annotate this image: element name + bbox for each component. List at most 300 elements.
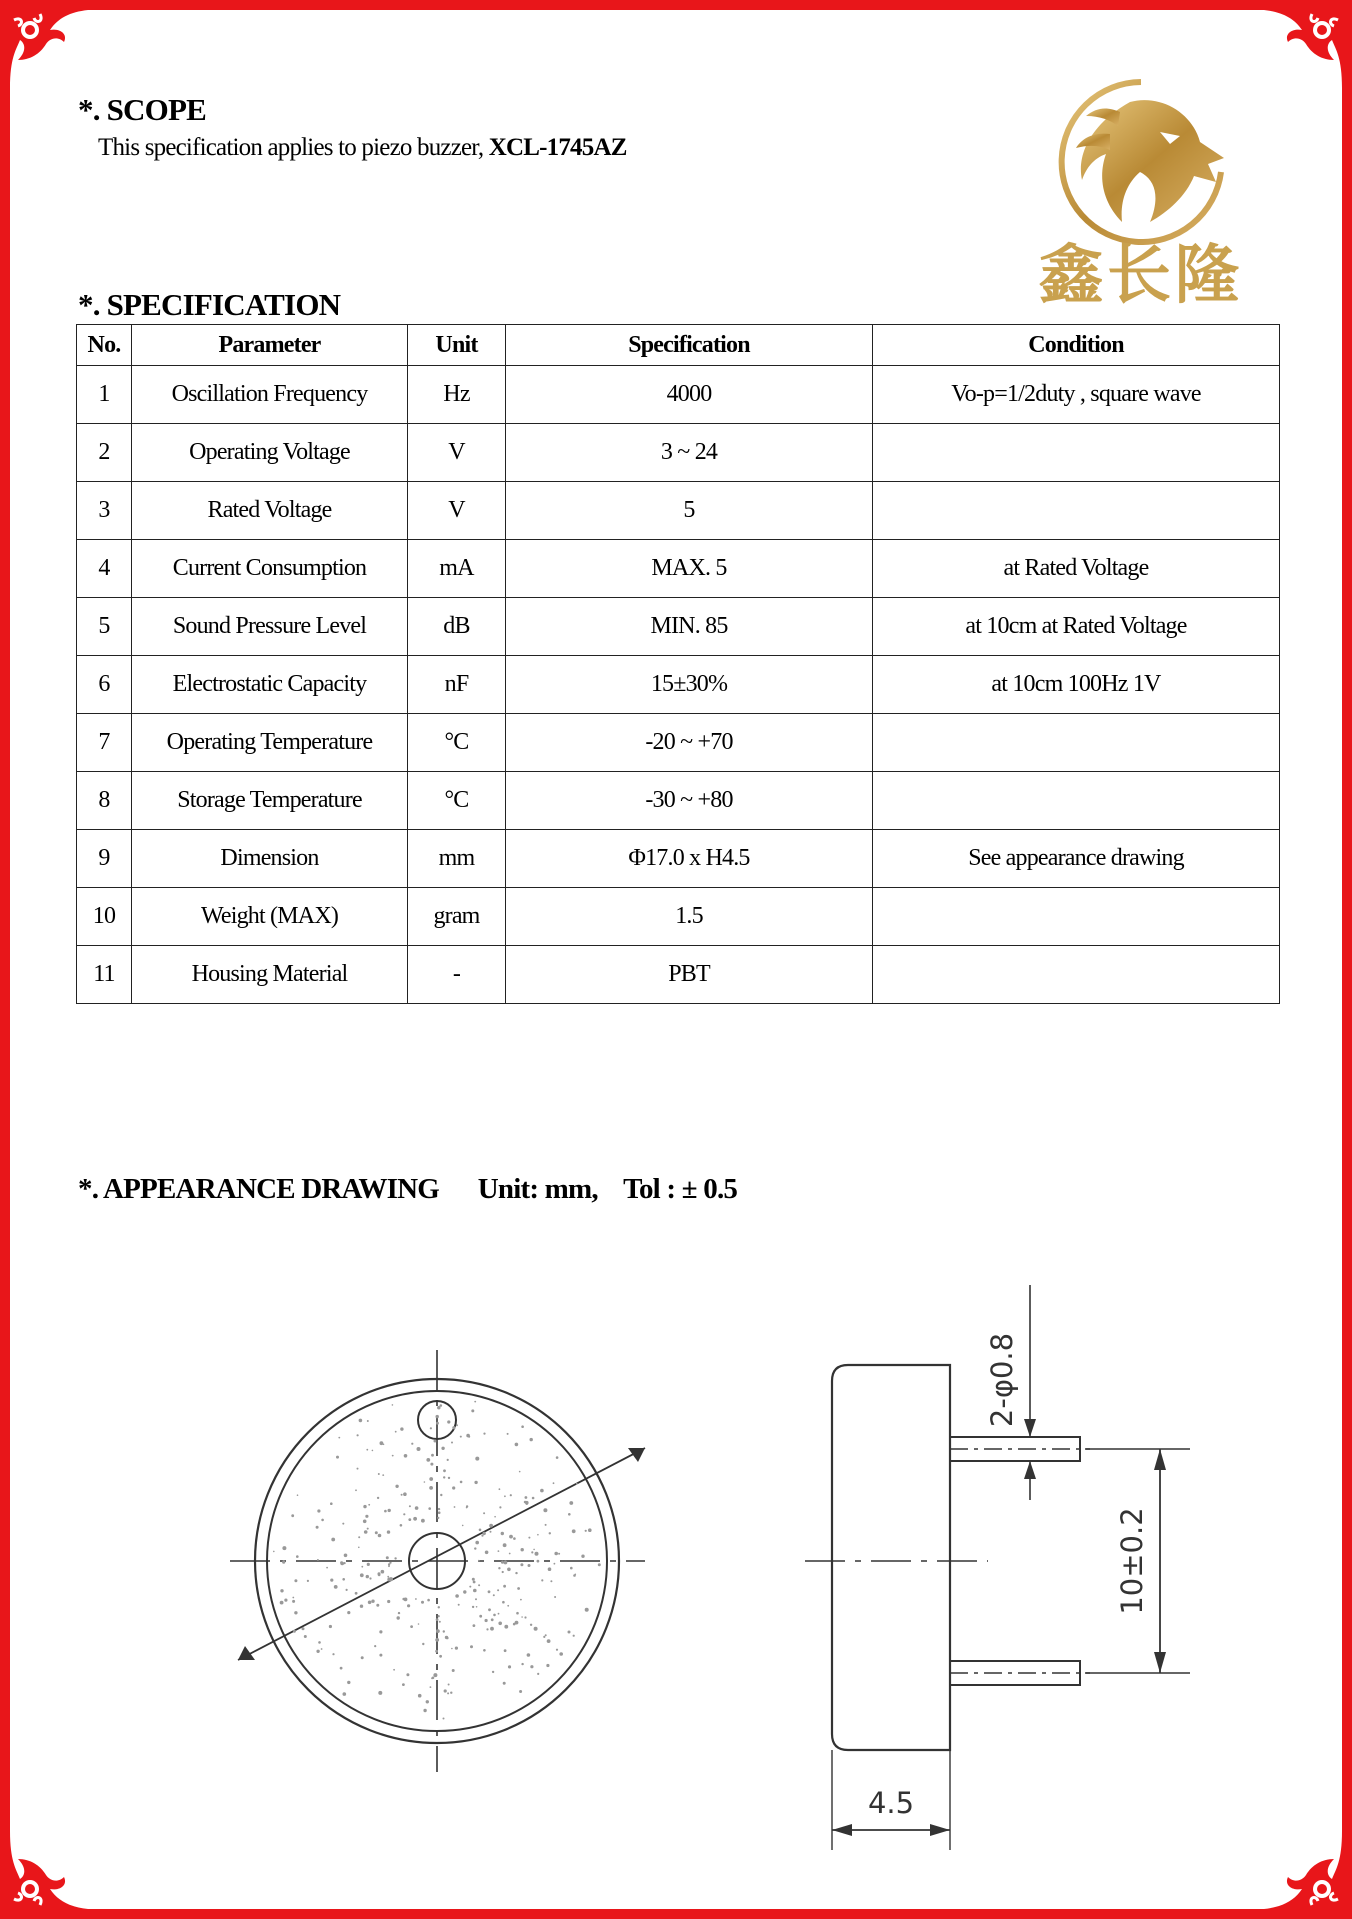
- speckle-dot: [443, 1476, 445, 1478]
- speckle-dot: [436, 1618, 439, 1621]
- cell-no: 5: [77, 598, 132, 656]
- speckle-dot: [431, 1677, 433, 1679]
- speckle-dot: [572, 1529, 576, 1533]
- speckle-dot: [483, 1512, 485, 1514]
- speckle-dot: [521, 1548, 524, 1551]
- cell-no: 6: [77, 656, 132, 714]
- speckle-dot: [472, 1606, 474, 1608]
- speckle-dot: [521, 1663, 523, 1665]
- cell-unit: °C: [408, 772, 506, 830]
- arrow-head: [930, 1824, 950, 1836]
- cell-unit: -: [408, 946, 506, 1004]
- speckle-dot: [437, 1615, 439, 1617]
- speckle-dot: [451, 1442, 453, 1444]
- speckle-dot: [358, 1547, 360, 1549]
- speckle-dot: [488, 1608, 491, 1611]
- speckle-dot: [503, 1585, 506, 1588]
- table-row: [77, 598, 1280, 656]
- scope-text: [98, 134, 627, 162]
- speckle-dot: [485, 1551, 489, 1555]
- speckle-dot: [434, 1440, 437, 1443]
- speckle-dot: [293, 1630, 296, 1633]
- speckle-dot: [331, 1538, 335, 1542]
- speckle-dot: [447, 1420, 450, 1423]
- speckle-dot: [409, 1505, 411, 1507]
- unit-label: Unit: mm,: [477, 1173, 598, 1205]
- speckle-dot: [483, 1649, 486, 1652]
- speckle-dot: [535, 1552, 539, 1556]
- speckle-dot: [488, 1590, 491, 1593]
- speckle-dot: [438, 1508, 440, 1510]
- speckle-dot: [504, 1649, 507, 1652]
- speckle-dot: [472, 1578, 475, 1581]
- diameter-line: [238, 1448, 645, 1660]
- speckle-dot: [541, 1579, 543, 1581]
- part-number: XCL-1745AZ: [488, 134, 627, 161]
- speckle-dot: [284, 1599, 287, 1602]
- speckle-dot: [368, 1601, 372, 1605]
- speckle-dot: [502, 1601, 505, 1604]
- speckle-dot: [585, 1608, 589, 1612]
- speckle-dot: [504, 1495, 506, 1497]
- specification-table: [76, 324, 1280, 1004]
- speckle-dot: [547, 1639, 551, 1643]
- cell-parameter: Dimension: [132, 830, 408, 888]
- speckle-dot: [378, 1534, 382, 1538]
- speckle-dot: [357, 1434, 359, 1436]
- speckle-dot: [585, 1530, 587, 1532]
- cell-condition: Vo-p=1/2duty , square wave: [873, 366, 1280, 424]
- speckle-dot: [438, 1511, 441, 1514]
- speckle-dot: [501, 1532, 504, 1535]
- cell-condition: at Rated Voltage: [873, 540, 1280, 598]
- cell-parameter: Current Consumption: [132, 540, 408, 598]
- table-row: [77, 946, 1280, 1004]
- speckle-dot: [317, 1509, 320, 1512]
- speckle-dot: [429, 1477, 433, 1481]
- speckle-dot: [447, 1459, 449, 1461]
- speckle-dot: [492, 1671, 494, 1673]
- appearance-heading: *. APPEARANCE DRAWING: [78, 1173, 440, 1205]
- speckle-dot: [359, 1419, 363, 1423]
- speckle-dot: [379, 1630, 382, 1633]
- speckle-dot: [474, 1481, 477, 1484]
- speckle-dot: [363, 1505, 366, 1508]
- speckle-dot: [364, 1530, 368, 1534]
- column-header: Parameter: [132, 325, 408, 366]
- speckle-dot: [336, 1456, 339, 1459]
- speckle-dot: [436, 1415, 439, 1418]
- speckle-dot: [347, 1611, 350, 1614]
- table-row: [77, 366, 1280, 424]
- speckle-dot: [543, 1508, 547, 1512]
- speckle-dot: [365, 1515, 368, 1518]
- speckle-dot: [366, 1575, 369, 1578]
- cell-no: 7: [77, 714, 132, 772]
- speckle-dot: [532, 1497, 535, 1500]
- speckle-dot: [533, 1549, 535, 1551]
- speckle-dot: [455, 1594, 459, 1598]
- speckle-dot: [479, 1529, 482, 1532]
- speckle-dot: [410, 1625, 413, 1628]
- speckle-dot: [447, 1692, 449, 1694]
- speckle-dot: [292, 1597, 294, 1599]
- speckle-dot: [568, 1513, 571, 1516]
- speckle-dot: [548, 1567, 552, 1571]
- speckle-dot: [402, 1683, 405, 1686]
- speckle-dot: [273, 1551, 275, 1553]
- speckle-dot: [401, 1494, 403, 1496]
- speckle-dot: [501, 1561, 504, 1564]
- speckle-dot: [421, 1601, 424, 1604]
- speckle-dot: [395, 1431, 397, 1433]
- speckle-dot: [330, 1579, 333, 1582]
- speckle-dot: [554, 1552, 558, 1556]
- cell-parameter: Storage Temperature: [132, 772, 408, 830]
- speckle-dot: [413, 1517, 417, 1521]
- speckle-dot: [598, 1563, 601, 1566]
- speckle-dot: [372, 1450, 374, 1452]
- speckle-dot: [466, 1434, 470, 1438]
- pitch-label: 10±0.2: [1115, 1507, 1149, 1615]
- speckle-dot: [486, 1628, 488, 1630]
- pin-diameter-label: 2-φ0.8: [985, 1332, 1019, 1428]
- cell-no: 2: [77, 424, 132, 482]
- speckle-dot: [439, 1655, 442, 1658]
- arrow-head: [1024, 1419, 1036, 1437]
- speckle-dot: [473, 1581, 476, 1584]
- speckle-dot: [423, 1709, 426, 1712]
- speckle-dot: [513, 1537, 516, 1540]
- speckle-dot: [430, 1463, 433, 1466]
- speckle-dot: [550, 1580, 552, 1582]
- scope-heading: *. SCOPE: [78, 92, 206, 127]
- speckle-dot: [452, 1426, 455, 1429]
- speckle-dot: [408, 1518, 411, 1521]
- speckle-dot: [367, 1563, 370, 1566]
- speckle-dot: [554, 1563, 556, 1565]
- speckle-dot: [443, 1469, 446, 1472]
- speckle-dot: [473, 1589, 477, 1593]
- cell-unit: °C: [408, 714, 506, 772]
- speckle-dot: [321, 1519, 324, 1522]
- appearance-drawing: [0, 1200, 1352, 1900]
- speckle-dot: [347, 1681, 350, 1684]
- cell-spec: MAX. 5: [506, 540, 873, 598]
- speckle-dot: [369, 1577, 371, 1579]
- speckle-dot: [483, 1433, 485, 1435]
- speckle-dot: [474, 1401, 476, 1403]
- speckle-dot: [504, 1561, 508, 1565]
- speckle-dot: [321, 1648, 323, 1650]
- speckle-dot: [570, 1567, 573, 1570]
- speckle-dot: [435, 1650, 438, 1653]
- speckle-dot: [524, 1616, 526, 1618]
- cell-condition: See appearance drawing: [873, 830, 1280, 888]
- speckle-dot: [316, 1526, 319, 1529]
- table-row: [77, 830, 1280, 888]
- speckle-dot: [530, 1665, 533, 1668]
- speckle-dot: [326, 1567, 328, 1569]
- speckle-dot: [475, 1541, 479, 1545]
- cell-no: 1: [77, 366, 132, 424]
- scope-sentence: This specification applies to piezo buzzer,: [98, 134, 489, 161]
- cell-unit: V: [408, 424, 506, 482]
- cell-parameter: Electrostatic Capacity: [132, 656, 408, 714]
- speckle-dot: [515, 1572, 517, 1574]
- speckle-dot: [430, 1686, 432, 1688]
- speckle-dot: [478, 1584, 480, 1586]
- cell-spec: Φ17.0 x H4.5: [506, 830, 873, 888]
- speckle-dot: [427, 1599, 430, 1602]
- speckle-dot: [478, 1560, 480, 1562]
- speckle-dot: [439, 1621, 441, 1623]
- speckle-dot: [403, 1513, 405, 1515]
- speckle-dot: [499, 1488, 501, 1490]
- cell-no: 11: [77, 946, 132, 1004]
- speckle-dot: [371, 1600, 374, 1603]
- speckle-dot: [418, 1623, 420, 1625]
- speckle-dot: [470, 1645, 473, 1648]
- cell-no: 3: [77, 482, 132, 540]
- cell-parameter: Operating Voltage: [132, 424, 408, 482]
- speckle-dot: [507, 1433, 509, 1435]
- speckle-dot: [507, 1605, 509, 1607]
- front-view: [230, 1350, 645, 1772]
- speckle-dot: [374, 1645, 376, 1647]
- cell-unit: mA: [408, 540, 506, 598]
- cell-unit: gram: [408, 888, 506, 946]
- table-row: [77, 888, 1280, 946]
- speckle-dot: [344, 1562, 346, 1564]
- speckle-dot: [358, 1536, 360, 1538]
- speckle-dot: [367, 1420, 369, 1422]
- speckle-dot: [573, 1635, 575, 1637]
- speckle-dot: [330, 1502, 333, 1505]
- speckle-dot: [508, 1665, 511, 1668]
- cell-spec: 4000: [506, 366, 873, 424]
- speckle-dot: [368, 1504, 370, 1506]
- speckle-dot: [292, 1600, 295, 1603]
- speckle-dot: [515, 1621, 519, 1625]
- speckle-dot: [438, 1606, 440, 1608]
- speckle-dot: [357, 1468, 359, 1470]
- speckle-dot: [528, 1564, 531, 1567]
- corner-ornament-icon: [1264, 0, 1352, 88]
- cell-parameter: Housing Material: [132, 946, 408, 1004]
- cell-spec: -30 ~ +80: [506, 772, 873, 830]
- speckle-dot: [406, 1673, 409, 1676]
- speckle-dot: [556, 1649, 558, 1651]
- speckle-dot: [317, 1559, 319, 1561]
- speckle-dot: [475, 1457, 479, 1461]
- speckle-dot: [392, 1455, 394, 1457]
- table-row: [77, 772, 1280, 830]
- speckle-dot: [428, 1507, 431, 1510]
- speckle-dot: [366, 1449, 368, 1451]
- speckle-dot: [411, 1443, 413, 1445]
- speckle-dot: [498, 1622, 502, 1626]
- cell-parameter: Oscillation Frequency: [132, 366, 408, 424]
- table-row: [77, 656, 1280, 714]
- speckle-dot: [476, 1606, 478, 1608]
- speckle-dot: [443, 1718, 445, 1720]
- speckle-dot: [503, 1682, 506, 1685]
- speckle-dot: [342, 1578, 345, 1581]
- speckle-dot: [386, 1556, 389, 1559]
- speckle-dot: [545, 1634, 547, 1636]
- speckle-dot: [437, 1406, 440, 1409]
- speckle-dot: [444, 1689, 447, 1692]
- cell-unit: dB: [408, 598, 506, 656]
- speckle-dot: [282, 1561, 285, 1564]
- speckle-dot: [451, 1648, 453, 1650]
- speckle-dot: [498, 1613, 500, 1615]
- speckle-dot: [307, 1580, 309, 1582]
- speckle-dot: [355, 1592, 358, 1595]
- speckle-dot: [553, 1482, 555, 1484]
- speckle-dot: [387, 1576, 389, 1578]
- speckle-dot: [558, 1553, 560, 1555]
- speckle-dot: [422, 1643, 424, 1645]
- speckle-dot: [545, 1524, 547, 1526]
- speckle-dot: [498, 1567, 500, 1569]
- speckle-dot: [474, 1547, 476, 1549]
- cell-no: 8: [77, 772, 132, 830]
- speckle-dot: [520, 1563, 523, 1566]
- speckle-dot: [525, 1501, 529, 1505]
- arrow-head: [1154, 1652, 1166, 1673]
- speckle-dot: [384, 1510, 387, 1513]
- speckle-dot: [395, 1485, 398, 1488]
- speckle-dot: [375, 1531, 378, 1534]
- speckle-dot: [380, 1441, 384, 1445]
- speckle-dot: [280, 1589, 283, 1592]
- speckle-dot: [361, 1566, 363, 1568]
- speckle-dot: [389, 1577, 393, 1581]
- speckle-dot: [304, 1635, 307, 1638]
- speckle-dot: [546, 1664, 549, 1667]
- speckle-dot: [332, 1653, 334, 1655]
- speckle-dot: [515, 1443, 519, 1447]
- cell-condition: at 10cm 100Hz 1V: [873, 656, 1280, 714]
- speckle-dot: [531, 1551, 533, 1553]
- speckle-dot: [543, 1636, 545, 1638]
- cell-condition: [873, 714, 1280, 772]
- speckle-dot: [549, 1532, 551, 1534]
- speckle-dot: [381, 1570, 385, 1574]
- speckle-dot: [400, 1427, 403, 1430]
- speckle-dot: [537, 1673, 539, 1675]
- speckle-dot: [462, 1525, 464, 1527]
- speckle-dot: [469, 1586, 471, 1588]
- speckle-dot: [568, 1631, 571, 1634]
- speckle-dot: [440, 1494, 442, 1496]
- speckle-dot: [393, 1669, 395, 1671]
- speckle-dot: [528, 1537, 530, 1539]
- arrow-head: [1154, 1449, 1166, 1470]
- speckle-dot: [483, 1532, 486, 1535]
- speckle-dot: [588, 1528, 592, 1532]
- cell-parameter: Rated Voltage: [132, 482, 408, 540]
- speckle-dot: [452, 1486, 455, 1489]
- table-header-row: [77, 325, 1280, 366]
- speckle-dot: [491, 1618, 494, 1621]
- speckle-dot: [448, 1684, 450, 1686]
- speckle-dot: [516, 1612, 519, 1615]
- table-row: [77, 482, 1280, 540]
- cell-unit: Hz: [408, 366, 506, 424]
- speckle-dot: [388, 1565, 390, 1567]
- speckle-dot: [537, 1534, 539, 1536]
- speckle-dot: [429, 1486, 433, 1490]
- speckle-dot: [490, 1531, 492, 1533]
- speckle-dot: [493, 1594, 495, 1596]
- cell-spec: 15±30%: [506, 656, 873, 714]
- speckle-dot: [510, 1494, 512, 1496]
- speckle-dot: [489, 1524, 493, 1528]
- speckle-dot: [417, 1447, 421, 1451]
- speckle-dot: [407, 1604, 410, 1607]
- cell-spec: 1.5: [506, 888, 873, 946]
- column-header: Condition: [873, 325, 1280, 366]
- cell-spec: 5: [506, 482, 873, 540]
- speckle-dot: [509, 1553, 511, 1555]
- speckle-dot: [426, 1700, 429, 1703]
- speckle-dot: [530, 1624, 532, 1626]
- speckle-dot: [404, 1454, 408, 1458]
- speckle-dot: [367, 1528, 369, 1530]
- speckle-dot: [521, 1425, 524, 1428]
- speckle-dot: [503, 1543, 507, 1547]
- speckle-dot: [441, 1447, 444, 1450]
- speckle-dot: [437, 1517, 439, 1519]
- speckle-dot: [521, 1616, 523, 1618]
- speckle-dot: [466, 1505, 468, 1507]
- speckle-dot: [436, 1422, 439, 1425]
- cell-condition: [873, 424, 1280, 482]
- speckle-dot: [455, 1647, 458, 1650]
- speckle-dot: [446, 1637, 449, 1640]
- speckle-dot: [355, 1489, 357, 1491]
- speckle-dot: [340, 1667, 343, 1670]
- speckle-dot: [554, 1596, 556, 1598]
- cell-parameter: Sound Pressure Level: [132, 598, 408, 656]
- speckle-dot: [450, 1692, 452, 1694]
- speckle-dot: [403, 1492, 407, 1496]
- speckle-dot: [338, 1437, 340, 1439]
- speckle-dot: [485, 1619, 488, 1622]
- tolerance-label: Tol : ± 0.5: [623, 1173, 738, 1205]
- speckle-dot: [530, 1438, 533, 1441]
- table-row: [77, 424, 1280, 482]
- speckle-dot: [297, 1494, 299, 1496]
- speckle-dot: [534, 1627, 538, 1631]
- speckle-dot: [481, 1535, 483, 1537]
- cell-unit: V: [408, 482, 506, 540]
- column-header: Specification: [506, 325, 873, 366]
- speckle-dot: [360, 1573, 364, 1577]
- speckle-dot: [334, 1585, 338, 1589]
- speckle-dot: [436, 1629, 440, 1633]
- speckle-dot: [494, 1516, 496, 1518]
- speckle-dot: [454, 1506, 456, 1508]
- speckle-dot: [346, 1589, 348, 1591]
- speckle-dot: [460, 1481, 463, 1484]
- cell-parameter: Weight (MAX): [132, 888, 408, 946]
- cell-spec: MIN. 85: [506, 598, 873, 656]
- cell-condition: [873, 946, 1280, 1004]
